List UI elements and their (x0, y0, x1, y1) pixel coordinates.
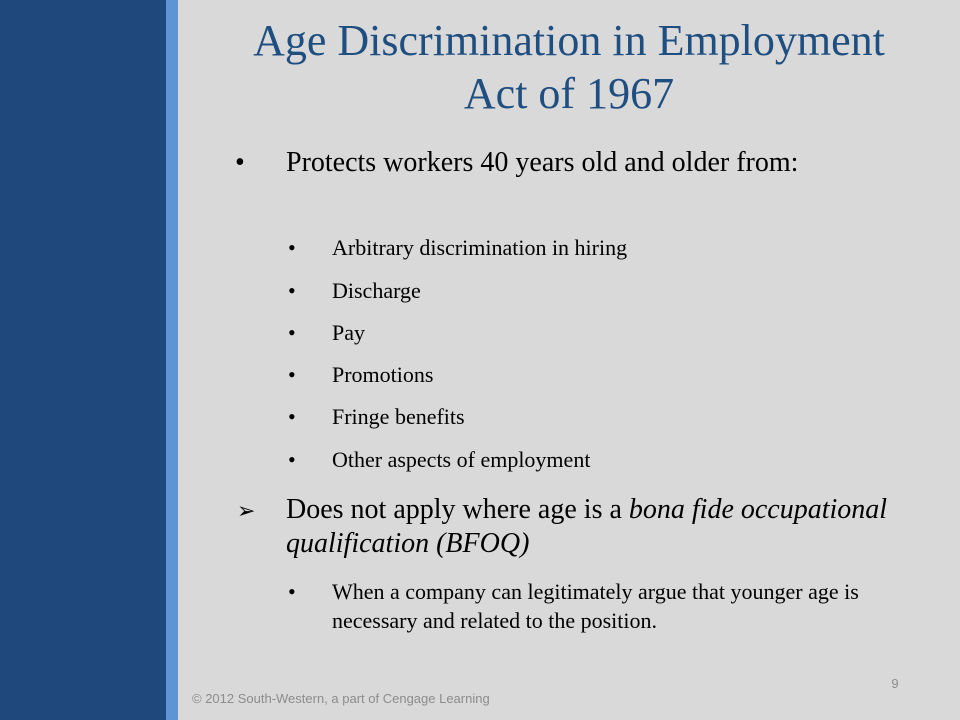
bullet-text: Protects workers 40 years old and older from: (286, 147, 799, 178)
bullet-marker: • (288, 362, 296, 387)
bullet-text-regular: Does not apply where age is a (286, 494, 629, 525)
bullet-marker: • (288, 404, 296, 429)
sub-bullet-discharge (288, 276, 928, 305)
sub-bullet-hiring (288, 233, 928, 262)
bullet-bfoq (235, 493, 935, 561)
bullet-text: Pay (332, 320, 365, 345)
bullet-marker: • (288, 235, 296, 260)
bullet-protects-workers (235, 146, 935, 180)
bullet-marker: • (235, 147, 245, 178)
footer-copyright: © 2012 South-Western, a part of Cengage Learning (192, 691, 490, 706)
bullet-marker: • (288, 320, 296, 345)
sub-bullet-fringe-benefits (288, 402, 928, 431)
sub-bullet-other-aspects (288, 445, 928, 474)
bullet-text: Fringe benefits (332, 404, 465, 429)
sub-bullet-promotions (288, 360, 928, 389)
bullet-text: Arbitrary discrimination in hiring (332, 235, 628, 260)
bullet-text (235, 493, 935, 561)
sub-bullet-younger-age (288, 577, 928, 635)
bullet-text: Discharge (332, 278, 421, 303)
slide-title-line2: Act of 1967 (463, 69, 675, 118)
bullet-marker: • (288, 579, 296, 604)
bullet-text: When a company can legitimately argue that younger age is necessary and related to the position. (332, 579, 859, 633)
page-number: 9 (891, 676, 899, 691)
sub-bullet-pay (288, 318, 928, 347)
slide-title-line1: Age Discrimination in Employment (253, 16, 885, 65)
arrow-bullet-icon: ➢ (237, 499, 256, 524)
bullet-marker: • (288, 278, 296, 303)
bullet-text-italic: bona fide occupational qualification (BFOQ) (286, 494, 888, 559)
bullet-text: Promotions (332, 362, 434, 387)
bullet-marker: • (288, 447, 296, 472)
bullet-text: Other aspects of employment (332, 447, 591, 472)
